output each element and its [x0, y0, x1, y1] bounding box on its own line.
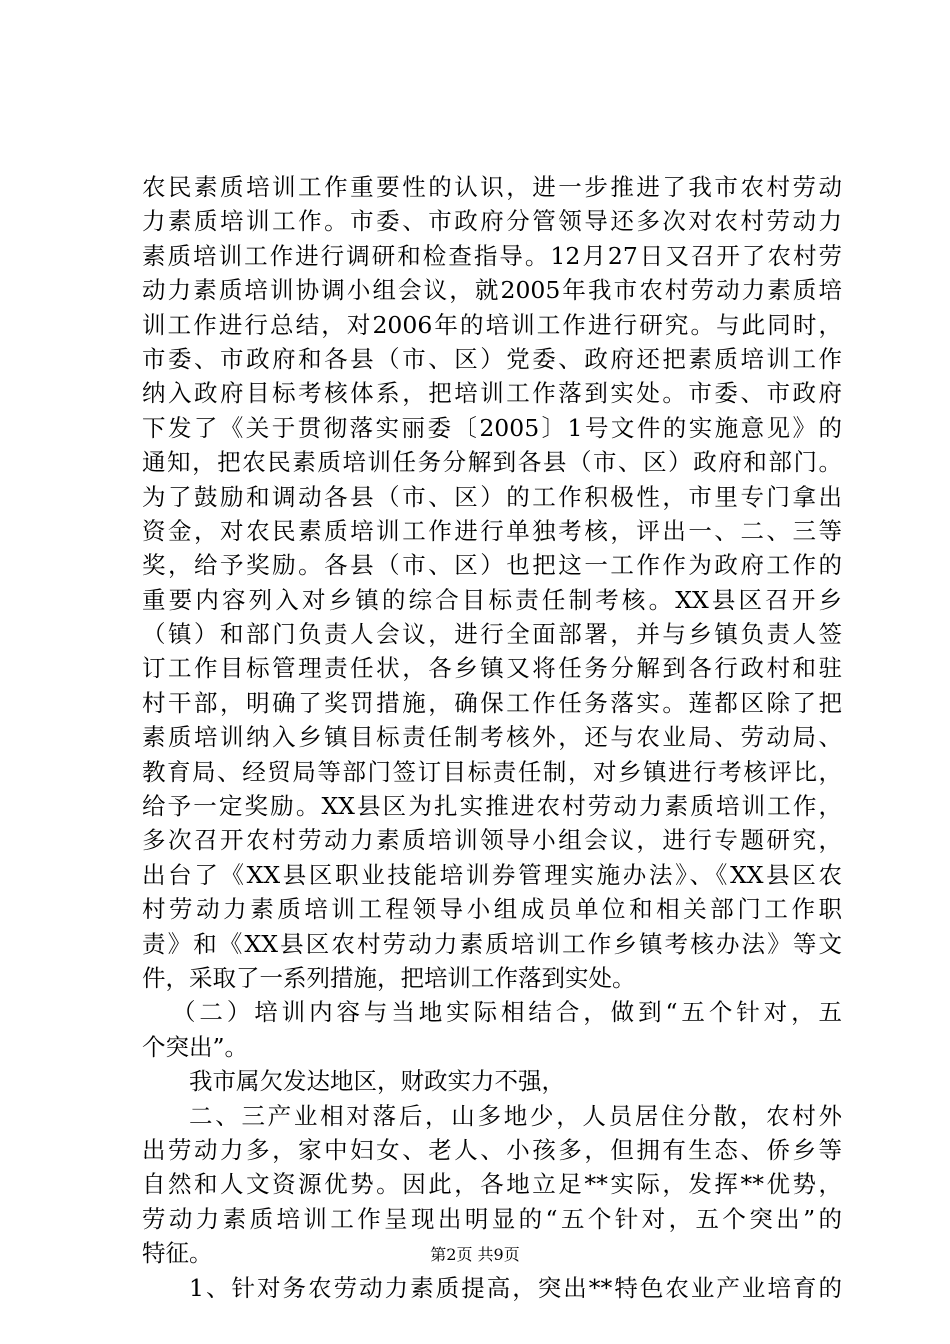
- text-line: 劳动力素质培训工作呈现出明显的“五个针对，五个突出”的: [142, 1204, 842, 1233]
- text-line: （镇）和部门负责人会议，进行全面部署，并与乡镇负责人签: [142, 620, 842, 649]
- text-line: 重要内容列入对乡镇的综合目标责任制考核。XX县区召开乡: [142, 585, 842, 614]
- text-line: 下发了《关于贯彻落实丽委〔2005〕1号文件的实施意见》的: [142, 413, 842, 442]
- text-line: 订工作目标管理责任状，各乡镇又将任务分解到各行政村和驻: [142, 654, 842, 683]
- text-line: 纳入政府目标考核体系，把培训工作落到实处。市委、市政府: [142, 379, 842, 408]
- text-line: 为了鼓励和调动各县（市、区）的工作积极性，市里专门拿出: [142, 482, 842, 511]
- text-line: 力素质培训工作。市委、市政府分管领导还多次对农村劳动力: [142, 207, 842, 236]
- text-line: 个突出”。: [142, 1032, 249, 1061]
- text-line: 通知，把农民素质培训任务分解到各县（市、区）政府和部门。: [142, 448, 842, 477]
- text-line: 我市属欠发达地区，财政实力不强，: [189, 1067, 565, 1096]
- text-line: 出劳动力多，家中妇女、老人、小孩多，但拥有生态、侨乡等: [142, 1135, 842, 1164]
- text-line: 自然和人文资源优势。因此，各地立足**实际，发挥**优势，: [142, 1170, 842, 1199]
- text-line: 多次召开农村劳动力素质培训领导小组会议，进行专题研究，: [142, 826, 842, 855]
- text-line: 素质培训纳入乡镇目标责任制考核外，还与农业局、劳动局、: [142, 723, 842, 752]
- text-line: 奖，给予奖励。各县（市、区）也把这一工作作为政府工作的: [142, 551, 842, 580]
- text-line: 出台了《XX县区职业技能培训券管理实施办法》、《XX县区农: [142, 860, 842, 889]
- text-line: 村干部，明确了奖罚措施，确保工作任务落实。莲都区除了把: [142, 688, 842, 717]
- text-line: 市委、市政府和各县（市、区）党委、政府还把素质培训工作: [142, 344, 842, 373]
- text-line: 给予一定奖励。XX县区为扎实推进农村劳动力素质培训工作，: [142, 792, 842, 821]
- page-footer: 第2页 共9页: [430, 1245, 520, 1264]
- text-line: 农民素质培训工作重要性的认识，进一步推进了我市农村劳动: [142, 173, 842, 201]
- text-line: 二、三产业相对落后，山多地少，人员居住分散，农村外: [189, 1101, 842, 1130]
- text-line: 1、针对务农劳动力素质提高，突出**特色农业产业培育的: [189, 1273, 842, 1302]
- text-line: 村劳动力素质培训工程领导小组成员单位和相关部门工作职: [142, 895, 842, 924]
- text-line: 教育局、经贸局等部门签订目标责任制，对乡镇进行考核评比，: [142, 757, 842, 786]
- text-line: 责》和《XX县区农村劳动力素质培训工作乡镇考核办法》等文: [142, 929, 842, 958]
- text-line: 素质培训工作进行调研和检查指导。12月27日又召开了农村劳: [142, 241, 842, 270]
- text-line: 资金，对农民素质培训工作进行单独考核，评出一、二、三等: [142, 516, 842, 545]
- text-line: 训工作进行总结，对2006年的培训工作进行研究。与此同时，: [142, 310, 842, 339]
- text-line: 件，采取了一系列措施，把培训工作落到实处。: [142, 963, 636, 992]
- text-line: 特征。: [142, 1239, 213, 1268]
- text-line: （二）培训内容与当地实际相结合，做到“五个针对，五: [172, 998, 842, 1027]
- document-body: [142, 170, 842, 1305]
- text-line: 动力素质培训协调小组会议，就2005年我市农村劳动力素质培: [142, 276, 842, 305]
